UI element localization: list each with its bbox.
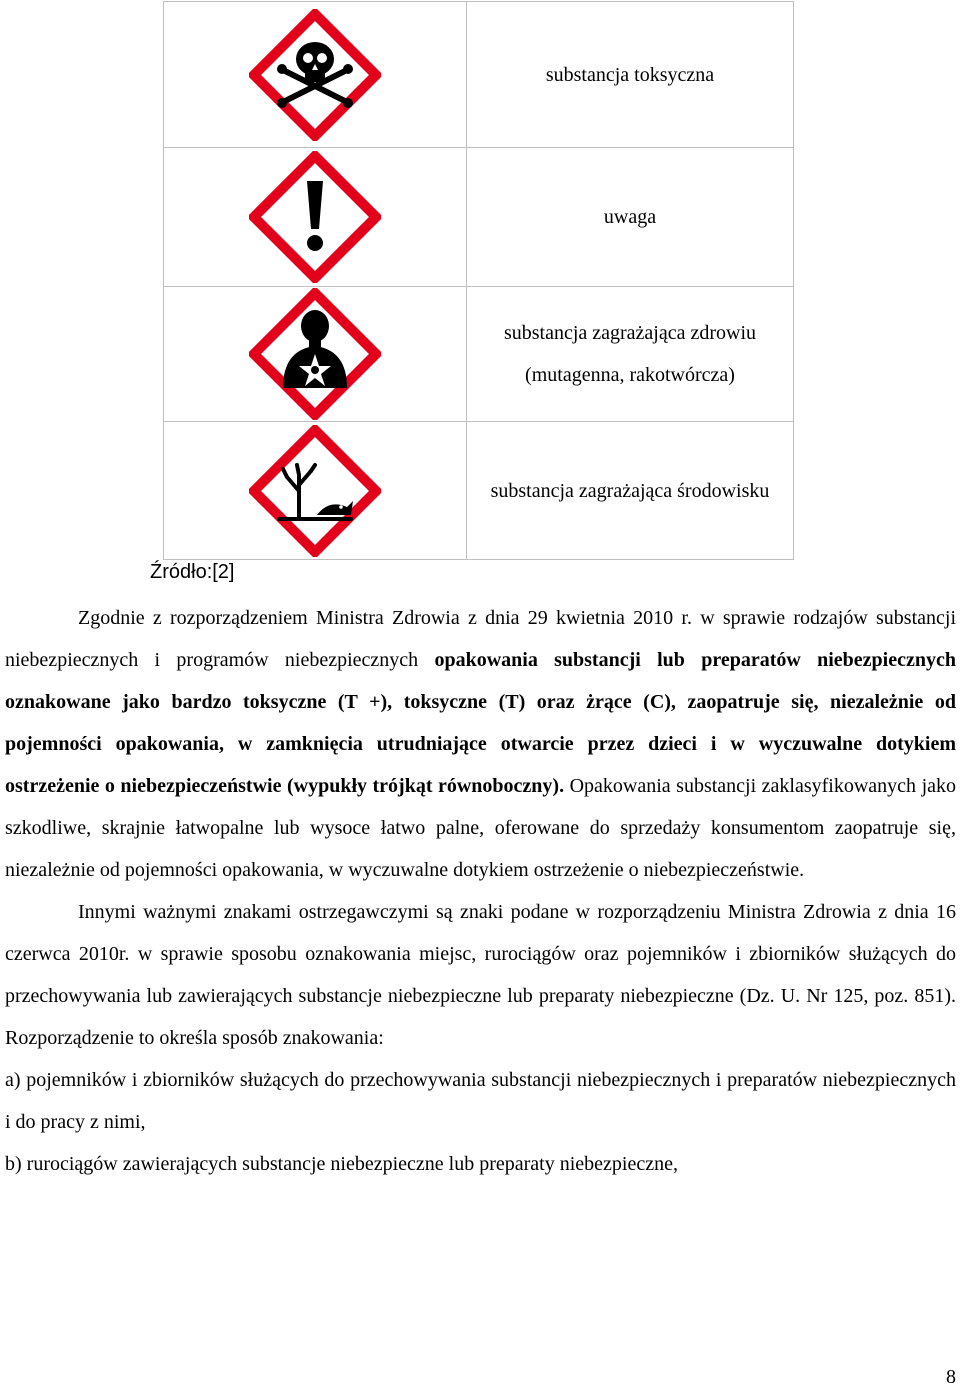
hazard-label: uwaga — [467, 148, 794, 287]
paragraph-text: Zgodnie z rozporządzeniem Ministra Zdrowia z dnia 29 kwietnia 2010 r. w sprawie rodzajów substancji niebezpiecznych i programów niebezpiecznych — [5, 607, 956, 671]
skull-crossbones-icon — [249, 9, 381, 141]
hazard-pictogram-table — [163, 1, 794, 560]
body-text — [5, 597, 956, 1185]
pictogram-cell — [164, 422, 467, 560]
paragraph: Innymi ważnymi znakami ostrzegawczymi są znaki podane w rozporządzeniu Ministra Zdrowia z dnia 16 czerwca 2010r. w sprawie sposobu oznakowania miejsc, rurociągów oraz pojemników i zbiorników służących do przechowywania lub zawierających substancje niebezpieczne lub preparaty niebezpieczne (Dz. U. Nr 125, poz. 851). Rozporządzenie to określa sposób znakowania: — [5, 901, 956, 1049]
list-item: a) pojemników i zbiorników służących do przechowywania substancji niebezpiecznych i preparatów niebezpiecznych i do pracy z nimi, — [5, 1069, 956, 1133]
hazard-label: substancja zagrażająca środowisku — [467, 422, 794, 560]
environment-icon — [249, 425, 381, 557]
hazard-label: substancja toksyczna — [467, 2, 794, 148]
hazard-label: substancja zagrażająca zdrowiu (mutagenna, rakotwórcza) — [467, 287, 794, 422]
list-item: b) rurociągów zawierających substancje niebezpieczne lub preparaty niebezpieczne, — [5, 1153, 678, 1175]
table-row — [164, 422, 794, 560]
paragraph-text: Opakowania substancji zaklasyfikowanych jako szkodliwe, skrajnie łatwopalne lub wysoce łatwo palne, oferowane do sprzedaży konsumentom zaopatruje się, niezależnie od pojemności opakowania, w wyczuwalne dotykiem ostrzeżenie o niebezpieczeństwie. — [5, 775, 956, 881]
pictogram-cell — [164, 287, 467, 422]
table-row — [164, 148, 794, 287]
page-number: 8 — [946, 1366, 956, 1388]
paragraph-bold-text: opakowania substancji lub preparatów niebezpiecznych oznakowane jako bardzo toksyczne (T +), toksyczne (T) oraz żrące (C), zaopatruje się, niezależnie od pojemności opakowania, w zamknięcia utrudniające otwarcie przez dzieci i w wyczuwalne dotykiem ostrzeżenie o niebezpieczeństwie (wypukły trójkąt równoboczny). — [5, 649, 956, 797]
paragraph — [5, 597, 956, 891]
table-row — [164, 2, 794, 148]
health-hazard-icon — [249, 288, 381, 420]
pictogram-cell — [164, 2, 467, 148]
table-row — [164, 287, 794, 422]
exclamation-icon — [249, 151, 381, 283]
source-caption: Źródło:[2] — [150, 561, 235, 583]
pictogram-cell — [164, 148, 467, 287]
